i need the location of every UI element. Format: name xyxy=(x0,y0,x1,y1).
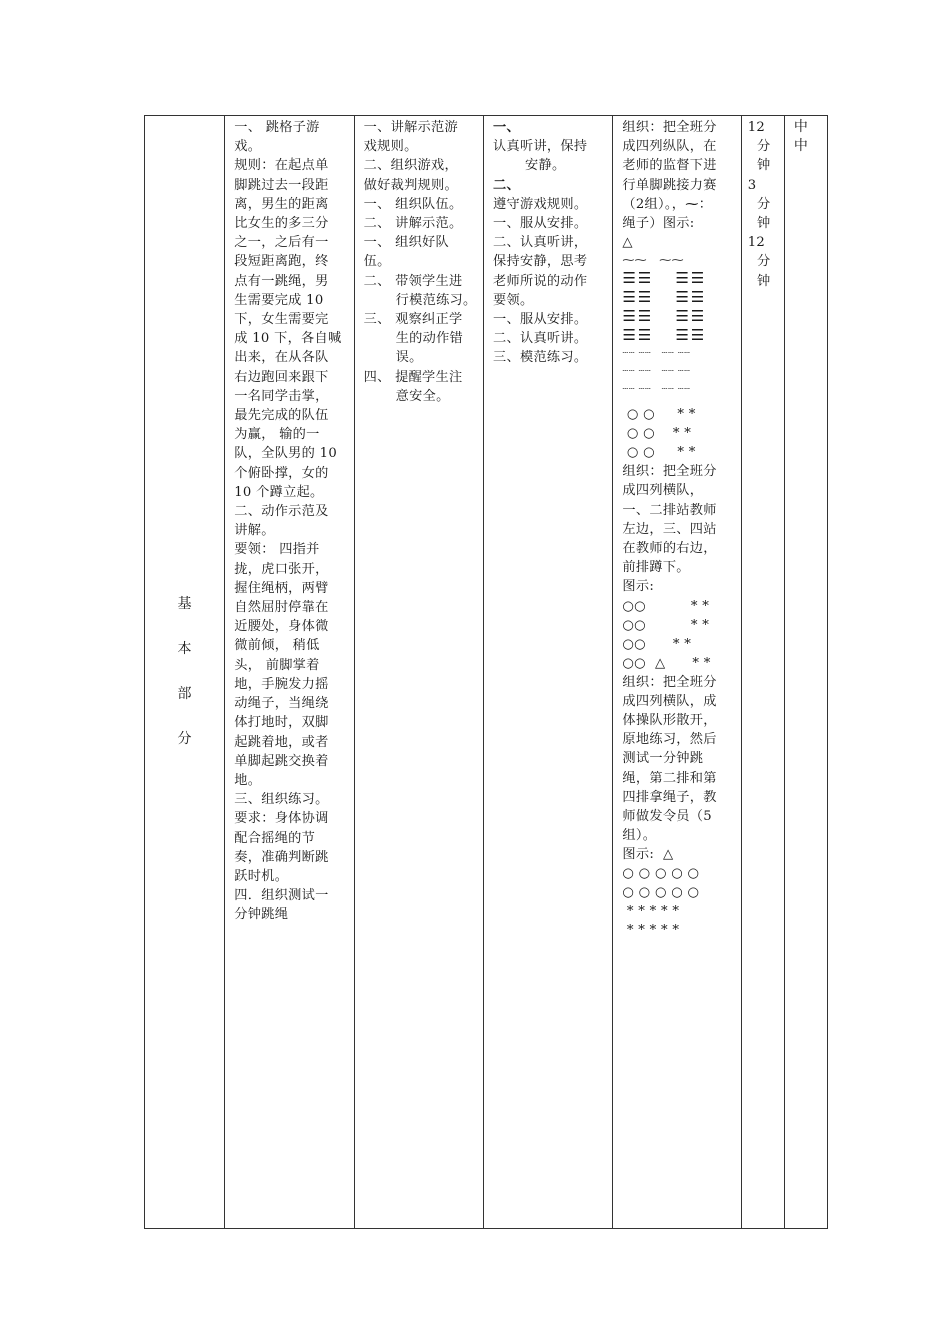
column-block-row: ☰☰ ☰☰ xyxy=(622,326,707,345)
student-line: 要领。 xyxy=(492,292,534,308)
intensity-line: 中 xyxy=(793,119,809,135)
time-line: 12 xyxy=(747,120,766,135)
content-line: 下，女生需要完 xyxy=(234,312,329,328)
formation-row: ○○ * * xyxy=(622,598,710,614)
formation-row: ○○ * * xyxy=(622,636,692,652)
student-line: 三、模范练习。 xyxy=(492,350,588,366)
teacher-line: 生的动作错 xyxy=(395,331,464,347)
content-line: 体打地时，双脚 xyxy=(234,715,329,731)
teacher-line: 意安全。 xyxy=(395,388,450,404)
formation-row: * * * * * xyxy=(622,923,680,939)
formation-row: ○ ○ * * xyxy=(622,426,692,442)
org-text-line: （2组）。，⁓： xyxy=(622,196,713,212)
org-text-line: 一、二排站教师 xyxy=(622,502,717,518)
column-block-row: ☰☰ ☰☰ xyxy=(622,288,707,307)
content-line: 跃时机。 xyxy=(234,868,289,884)
formation-row: ○○ * * xyxy=(622,617,710,633)
teacher-line: 戏规则。 xyxy=(363,139,418,155)
student-line: 保持安静，思考 xyxy=(492,254,588,270)
student-activity-cell xyxy=(483,116,612,1229)
content-line: 讲解。 xyxy=(234,523,275,539)
content-line: 成 10 下，各自喊 xyxy=(234,331,342,347)
org-text-line: 成四列纵队，在 xyxy=(622,139,717,155)
org-text-line: 组织：把全班分 xyxy=(622,120,717,135)
content-line: 自然屈肘停靠在 xyxy=(234,600,329,616)
teacher-line: 二、 带领学生进 xyxy=(363,273,463,289)
time-line: 分 xyxy=(757,196,771,212)
content-line: 为赢， 输的一 xyxy=(234,427,320,443)
diagram-label: 图示: △ xyxy=(622,847,674,863)
time-line: 分 xyxy=(757,254,771,270)
content-line: 单脚起跳交换着 xyxy=(234,753,329,769)
time-line: 3 xyxy=(747,177,757,193)
column-block-row: ☰☰ ☰☰ xyxy=(622,269,707,288)
content-line: 一、 跳格子游 xyxy=(234,120,320,135)
content-line: 起跳着地，或者 xyxy=(234,734,329,750)
lesson-plan-table xyxy=(144,115,828,1229)
formation-row: * * * * * xyxy=(622,904,680,920)
dash-row: ┄┄ ┄┄ ┄┄ ┄┄ xyxy=(622,384,691,396)
content-line: 地，手腕发力摇 xyxy=(234,676,329,692)
org-text-line: 四排拿绳子，教 xyxy=(622,789,717,805)
teacher-line: 一、 组织好队 xyxy=(363,235,450,251)
content-line: 动绳子，当绳绕 xyxy=(234,696,329,712)
time-line: 12 xyxy=(747,235,766,251)
teacher-line: 伍。 xyxy=(363,254,391,270)
teacher-triangle-icon: △ xyxy=(622,235,633,251)
org-text-line: 组织：把全班分 xyxy=(622,674,717,690)
org-text-line: 绳，第二排和第 xyxy=(622,770,717,786)
student-line: 老师所说的动作 xyxy=(492,273,588,289)
content-line: 要求：身体协调 xyxy=(234,811,329,827)
content-line: 四．组织测试一 xyxy=(234,888,329,904)
content-line: 个俯卧撑，女的 xyxy=(234,465,329,481)
column-block-row: ☰☰ ☰☰ xyxy=(622,307,707,326)
content-line: 分钟跳绳 xyxy=(234,907,289,923)
teacher-line: 二、 讲解示范。 xyxy=(363,216,463,232)
teacher-line: 行模范练习。 xyxy=(395,292,477,308)
time-line: 钟 xyxy=(757,273,771,289)
org-text-line: 在教师的右边， xyxy=(622,541,717,557)
org-text-line: 组）。 xyxy=(622,828,657,844)
section-char: 本 xyxy=(177,641,192,657)
content-line: 最先完成的队伍 xyxy=(234,408,329,424)
teacher-line: 二、组织游戏， xyxy=(363,158,459,174)
formation-row: ○ ○ ○ ○ ○ xyxy=(622,885,700,901)
content-line: 比女生的多三分 xyxy=(234,216,329,232)
content-line: 头， 前脚掌着 xyxy=(234,657,320,673)
org-text-line: 绳子）图示: xyxy=(622,216,695,232)
content-line: 规则：在起点单 xyxy=(234,158,329,174)
content-line: 微前倾， 稍低 xyxy=(234,638,320,654)
student-line: 二、 xyxy=(492,177,520,193)
intensity-cell xyxy=(784,116,827,1229)
section-char: 基 xyxy=(177,596,192,612)
student-line: 一、服从安排。 xyxy=(492,312,588,328)
content-line: 之一，之后有一 xyxy=(234,235,329,251)
content-line: 离，男生的距离 xyxy=(234,196,329,212)
content-line: 10 个蹲立起。 xyxy=(234,484,324,500)
teacher-activity-cell xyxy=(354,116,483,1229)
formation-row: ○○ △ * * xyxy=(622,655,711,671)
dash-row: ┄┄ ┄┄ ┄┄ ┄┄ xyxy=(622,348,691,360)
content-line: 拢，虎口张开， xyxy=(234,561,329,577)
time-line: 钟 xyxy=(757,158,771,174)
formation-row: ○ ○ ○ ○ ○ xyxy=(622,866,700,882)
content-line: 要领： 四指并 xyxy=(234,542,320,558)
org-text-line: 行单脚跳接力赛 xyxy=(622,177,717,193)
content-line: 脚跳过去一段距 xyxy=(234,177,329,193)
content-line: 点有一跳绳，男 xyxy=(234,273,329,289)
dash-row: ┄┄ ┄┄ ┄┄ ┄┄ xyxy=(622,366,691,378)
organization-cell xyxy=(613,116,741,1229)
content-line: 出来，在从各队 xyxy=(234,350,329,366)
content-line: 生需要完成 10 xyxy=(234,292,324,308)
content-line: 段短距离跑，终 xyxy=(234,254,329,270)
org-text-line: 前排蹲下。 xyxy=(622,560,690,576)
org-text-line: 原地练习，然后 xyxy=(622,732,717,748)
org-text-line: 老师的监督下进 xyxy=(622,158,717,174)
content-cell xyxy=(225,116,354,1229)
teacher-line: 做好裁判规则。 xyxy=(363,177,459,193)
org-text-line: 左边，三、四站 xyxy=(622,521,717,537)
section-label-cell xyxy=(145,116,225,1229)
time-line: 分 xyxy=(757,139,771,155)
org-text-line: 成四列横队，成 xyxy=(622,693,717,709)
formation-row: ○ ○ * * xyxy=(622,445,696,461)
content-line: 戏。 xyxy=(234,139,262,155)
section-char: 部 xyxy=(177,686,192,702)
time-cell xyxy=(741,116,784,1229)
org-text-line: 组织：把全班分 xyxy=(622,464,717,480)
student-line: 一、服从安排。 xyxy=(492,216,588,232)
teacher-line: 误。 xyxy=(395,350,423,366)
content-line: 二、动作示范及 xyxy=(234,504,329,520)
student-line: 二、认真听讲， xyxy=(492,235,588,251)
content-line: 队，全队男的 10 xyxy=(234,446,338,462)
org-text-line: 测试一分钟跳 xyxy=(622,751,704,767)
content-line: 奏，准确判断跳 xyxy=(234,849,329,865)
content-line: 地。 xyxy=(234,772,262,788)
time-line: 钟 xyxy=(757,216,771,232)
intensity-line: 中 xyxy=(793,138,809,155)
content-line: 近腰处，身体微 xyxy=(234,619,329,635)
teacher-line: 一、 组织队伍。 xyxy=(363,196,463,212)
rope-symbol-row: ⁓⁓ ⁓⁓ xyxy=(622,253,684,268)
org-text-line: 图示: xyxy=(622,579,655,595)
student-line: 遵守游戏规则。 xyxy=(492,196,588,212)
content-line: 握住绳柄，两臂 xyxy=(234,580,329,596)
student-line: 二、认真听讲。 xyxy=(492,331,588,347)
org-text-line: 成四列横队， xyxy=(622,483,704,499)
org-text-line: 师做发令员（5 xyxy=(622,809,712,825)
content-line: 三、组织练习。 xyxy=(234,792,329,808)
student-line: 安静。 xyxy=(524,158,566,174)
teacher-line: 四、 提醒学生注 xyxy=(363,369,463,385)
org-text-line: 体操队形散开， xyxy=(622,713,717,729)
formation-row: ○ ○ * * xyxy=(622,407,696,423)
content-line: 配合摇绳的节 xyxy=(234,830,316,846)
section-char: 分 xyxy=(177,731,192,747)
student-line: 一、 xyxy=(492,120,520,135)
teacher-line: 三、 观察纠正学 xyxy=(363,312,463,328)
content-line: 右边跑回来跟下 xyxy=(234,369,329,385)
content-line: 一名同学击掌， xyxy=(234,388,329,404)
teacher-line: 一、讲解示范游 xyxy=(363,120,459,135)
student-line: 认真听讲，保持 xyxy=(492,139,588,155)
